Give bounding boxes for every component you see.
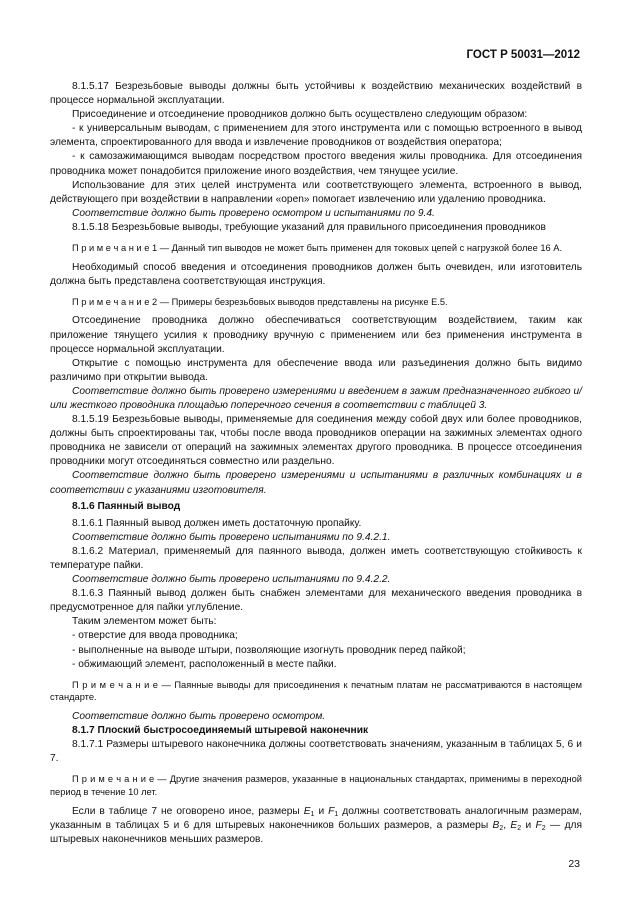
subscript: 1 bbox=[334, 810, 339, 818]
symbol: E bbox=[510, 819, 518, 831]
page-number: 23 bbox=[568, 858, 580, 870]
paragraph: 8.1.6.2 Материал, применяемый для паянного вывода, должен иметь соответствующую стойкивость к температуре пайки. bbox=[50, 545, 582, 571]
list-item: - выполненные на выводе штыри, позволяющие изогнуть проводник перед пайкой; bbox=[72, 644, 466, 656]
paragraph: 8.1.5.19 Безрезьбовые выводы, применяемые для соединения между собой двух или более проводников, должны быть спроектированы так, чтобы после ввода проводников операции на зажимных элементах одного проводника не зависели от операций на зажимных элементах другого проводника. В процессе отсоединения проводники могут отсоединяться совместно или раздельно. bbox=[50, 414, 582, 468]
subscript: 2 bbox=[517, 824, 522, 832]
note bbox=[50, 679, 582, 704]
symbol: B bbox=[492, 819, 500, 831]
list-item: - отверстие для ввода проводника; bbox=[72, 630, 238, 642]
compliance-paragraph: Соответствие должно быть проверено испытаниями по 9.4.2.2. bbox=[72, 574, 391, 586]
standard-header: ГОСТ Р 50031—2012 bbox=[466, 49, 580, 61]
note-label: П р и м е ч а н и е 1 bbox=[72, 243, 158, 254]
subscript: 1 bbox=[310, 810, 315, 818]
text-run: , bbox=[503, 819, 511, 831]
note-text: — Паянные выводы для присоединения к печатным платам не рассматриваются в настоящем стандарте. bbox=[50, 679, 582, 703]
section-heading: 8.1.6 Паянный вывод bbox=[72, 500, 181, 512]
note bbox=[50, 296, 582, 309]
paragraph: - к универсальным выводам, с применением для этого инструмента или с помощью встроенного в вывод элемента, спроектированного для ввода и извлечение проводников от воздействия оператора; bbox=[50, 123, 582, 149]
symbol: F bbox=[328, 805, 335, 817]
symbol: E bbox=[303, 805, 311, 817]
paragraph: 8.1.5.18 Безрезьбовые выводы, требующие указаний для правильного присоединения проводников bbox=[72, 221, 546, 233]
text-run: и bbox=[314, 805, 329, 817]
note-label: П р и м е ч а н и е bbox=[72, 679, 158, 690]
note bbox=[50, 773, 582, 798]
paragraph: 8.1.6.3 Паянный вывод должен быть снабжен элементами для механического введения проводника в предусмотренное для пайки углубление. bbox=[50, 588, 582, 614]
text-run: должны соответствовать аналогичным размерам, указанным в таблицах 5 и 6 для штыревых наконечников больших размеров, а размеры bbox=[50, 805, 582, 831]
paragraph: 8.1.7.1 Размеры штыревого наконечника должны соответствовать значениям, указанным в таблицах 5, 6 и 7. bbox=[50, 739, 582, 765]
section-heading: 8.1.7 Плоский быстросоединяемый штыревой наконечник bbox=[72, 725, 369, 737]
paragraph: 8.1.6.1 Паянный вывод должен иметь достаточную пропайку. bbox=[72, 517, 362, 529]
subscript: 2 bbox=[541, 824, 546, 832]
compliance-paragraph: Соответствие должно быть проверено испытаниями по 9.4.2.1. bbox=[72, 531, 391, 543]
compliance-paragraph: Соответствие должно быть проверено осмотром и испытаниями по 9.4. bbox=[72, 207, 435, 219]
paragraph: Использование для этих целей инструмента или соответствующего элемента, встроенного в вывод, действующего при воздействии в направлении «open» помогает извлечению или удалению проводника. bbox=[50, 179, 582, 205]
note-text: — Данный тип выводов не может быть применен для токовых цепей с нагрузкой более 16 А. bbox=[157, 243, 563, 254]
compliance-paragraph: Соответствие должно быть проверено измерениями и введением в зажим предназначенного гибкого и/или жесткого проводника площадью поперечного сечения в соответствии с таблицей 3. bbox=[50, 385, 582, 411]
note-label: П р и м е ч а н и е bbox=[72, 774, 155, 785]
compliance-paragraph: Соответствие должно быть проверено осмотром. bbox=[72, 710, 326, 722]
list-item: - обжимающий элемент, расположенный в месте пайки. bbox=[72, 658, 337, 670]
note-text: — Примеры безрезьбовых выводов представлены на рисунке Е.5. bbox=[157, 296, 448, 307]
subscript: 2 bbox=[499, 824, 504, 832]
symbol: F bbox=[535, 819, 542, 831]
note-label: П р и м е ч а н и е 2 bbox=[72, 296, 158, 307]
paragraph bbox=[50, 805, 582, 847]
paragraph: Открытие с помощью инструмента для обеспечение ввода или разъединения должно быть видимо различимо при открытии вывода. bbox=[50, 357, 582, 383]
text-run: и bbox=[521, 819, 536, 831]
text-run: — для штыревых наконечников меньших размеров. bbox=[50, 819, 583, 845]
paragraph: - к самозажимающимся выводам посредством простого введения жилы проводника. Для отсоединения проводника может понадобится приложение иного воздействия, чем тянущее усилие. bbox=[50, 151, 582, 177]
document-body bbox=[50, 80, 582, 847]
paragraph: Присоединение и отсоединение проводников должно быть осуществлено следующим образом: bbox=[72, 109, 528, 121]
text-run: Если в таблице 7 не оговорено иное, размеры bbox=[72, 805, 304, 817]
paragraph: Необходимый способ введения и отсоединения проводников должен быть очевиден, или изготовитель должна быть представлена соответствующая инструкция. bbox=[50, 261, 582, 287]
note-text: — Другие значения размеров, указанные в национальных стандартах, применимы в переходной период в течение 10 лет. bbox=[50, 774, 582, 797]
paragraph: Таким элементом может быть: bbox=[72, 616, 217, 628]
note bbox=[50, 242, 582, 255]
compliance-paragraph: Соответствие должно быть проверено измерениями и испытаниями в различных комбинациях и в соответствии с указаниями изготовителя. bbox=[50, 470, 582, 496]
paragraph: 8.1.5.17 Безрезьбовые выводы должны быть устойчивы к воздействию механических воздействий в процессе нормальной эксплуатации. bbox=[50, 81, 582, 107]
paragraph: Отсоединение проводника должно обеспечиваться соответствующим воздействием, таким как приложение тянущего усилия к проводнику вручную с применением или без применения инструмента в процессе нормальной эксплуатации. bbox=[50, 315, 582, 355]
